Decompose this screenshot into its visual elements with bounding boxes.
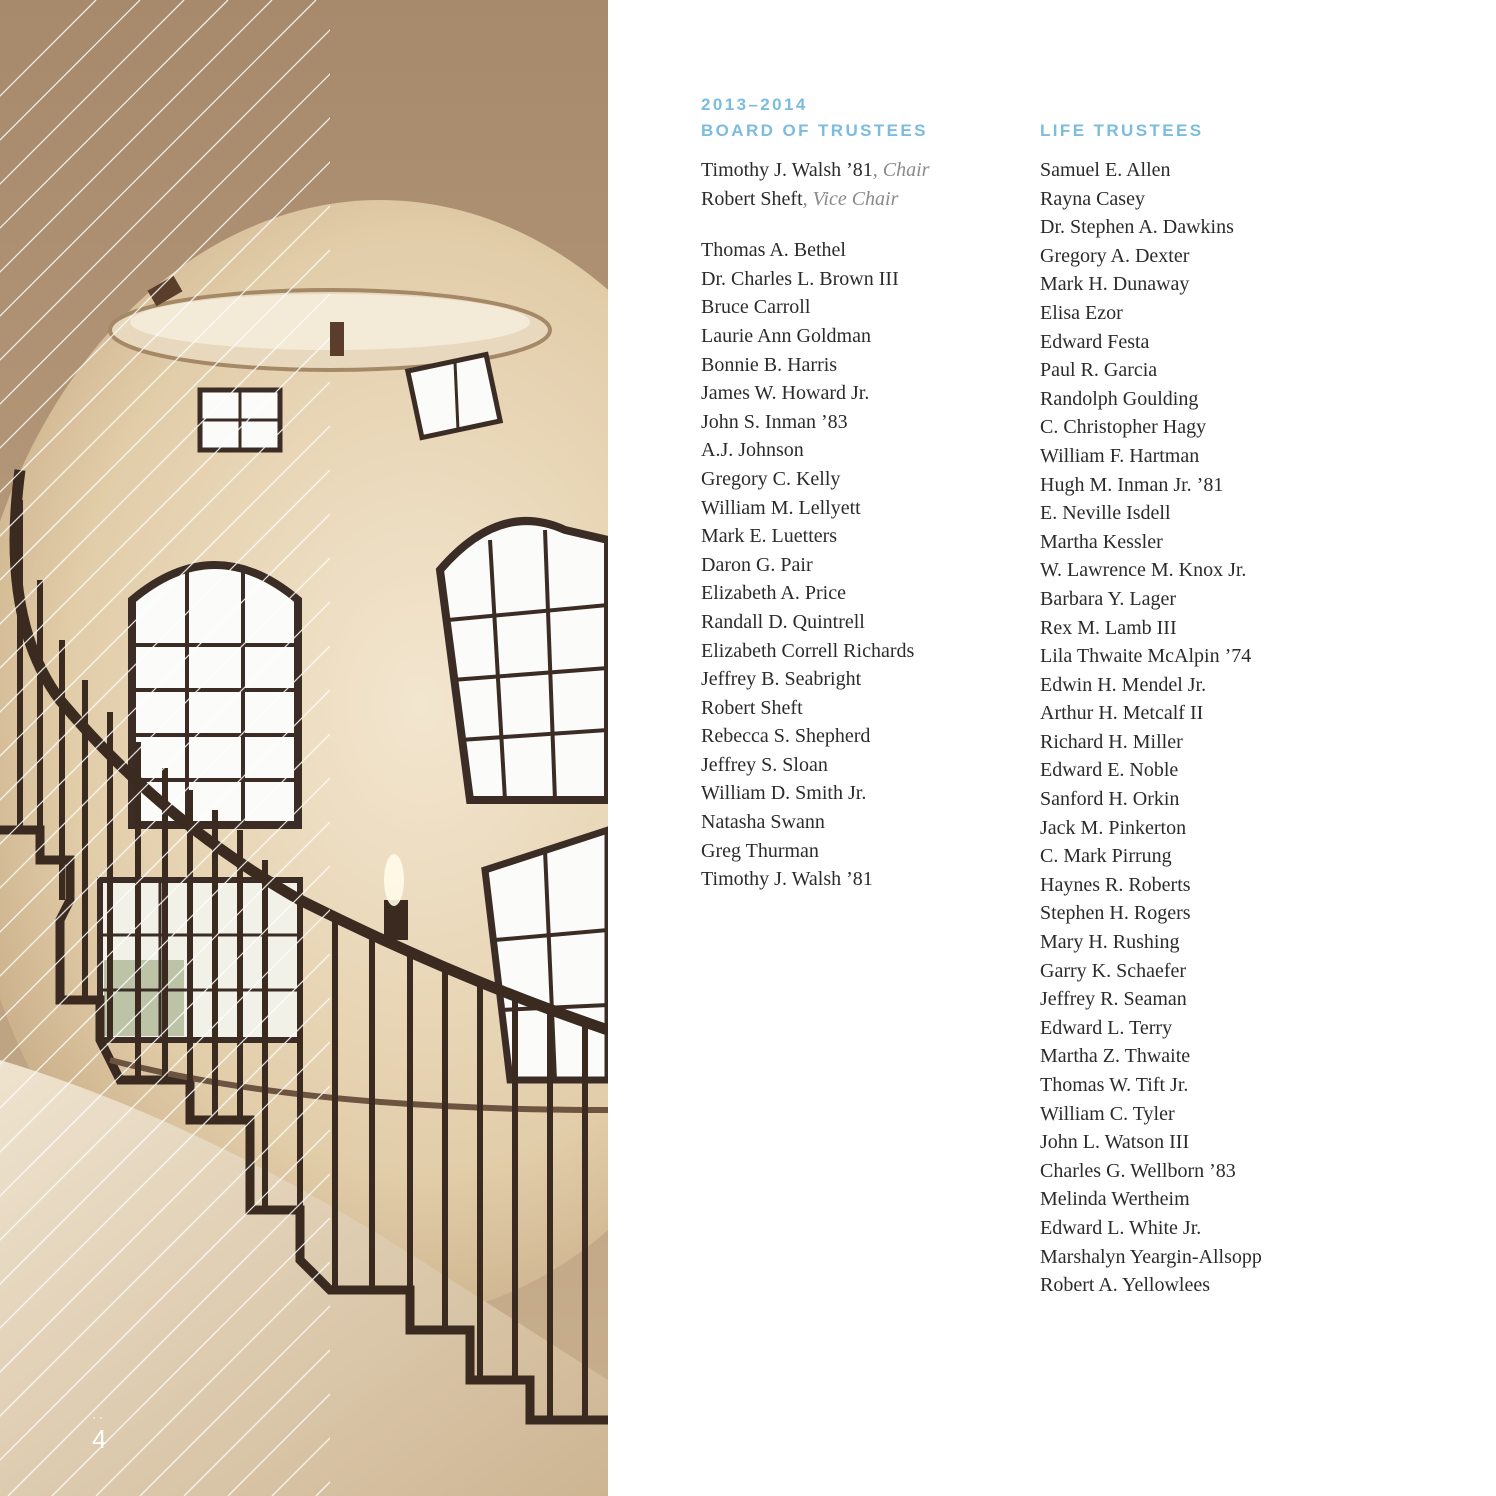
trustee-name: Dr. Charles L. Brown III	[701, 267, 899, 290]
trustee-name: Thomas A. Bethel	[701, 239, 846, 262]
officer-role: , Vice Chair	[802, 187, 899, 210]
trustee-name: Laurie Ann Goldman	[701, 324, 871, 347]
trustee-name: Dr. Stephen A. Dawkins	[1040, 216, 1234, 239]
board-of-trustees-column	[701, 92, 1001, 894]
trustee-name: John L. Watson III	[1040, 1131, 1190, 1154]
life-trustees-heading	[1040, 92, 1340, 144]
trustee-name: A.J. Johnson	[701, 439, 804, 462]
trustee-name: Hugh M. Inman Jr. ’81	[1040, 473, 1224, 496]
trustee-name: Jack M. Pinkerton	[1040, 816, 1187, 839]
page-dots-icon: ··	[92, 1410, 106, 1424]
board-heading-title: BOARD OF TRUSTEES	[701, 121, 928, 140]
trustee-name: Daron G. Pair	[701, 553, 813, 576]
trustee-name: Elisa Ezor	[1040, 301, 1123, 324]
officer-name: Robert Sheft	[701, 187, 803, 210]
trustee-name: Lila Thwaite McAlpin ’74	[1040, 645, 1252, 668]
trustee-name: C. Christopher Hagy	[1040, 416, 1207, 439]
trustee-name: Gregory A. Dexter	[1040, 244, 1190, 267]
trustee-name: Garry K. Schaefer	[1040, 959, 1187, 982]
page-number: 4	[92, 1424, 107, 1454]
life-heading-title: LIFE TRUSTEES	[1040, 121, 1204, 140]
trustee-name: Martha Z. Thwaite	[1040, 1045, 1191, 1068]
board-heading-years: 2013–2014	[701, 95, 808, 114]
trustee-name: W. Lawrence M. Knox Jr.	[1040, 559, 1247, 582]
trustee-name: Jeffrey R. Seaman	[1040, 988, 1187, 1011]
trustee-name: James W. Howard Jr.	[701, 382, 870, 405]
life-trustees-column	[1040, 92, 1340, 1300]
board-members-list	[701, 236, 1001, 894]
trustee-name: C. Mark Pirrung	[1040, 845, 1172, 868]
trustee-name: Elizabeth Correll Richards	[701, 639, 915, 662]
trustee-name: Mark H. Dunaway	[1040, 273, 1190, 296]
page-number-block	[92, 1412, 132, 1454]
trustee-name: Charles G. Wellborn ’83	[1040, 1159, 1236, 1182]
trustee-name: John S. Inman ’83	[701, 410, 848, 433]
trustee-name: William M. Lellyett	[701, 496, 861, 519]
trustee-name: William D. Smith Jr.	[701, 782, 867, 805]
staircase-photo	[0, 0, 608, 1496]
trustee-name: Samuel E. Allen	[1040, 159, 1171, 181]
trustee-name: Thomas W. Tift Jr.	[1040, 1074, 1189, 1096]
officer-name: Timothy J. Walsh ’81	[701, 159, 873, 181]
trustee-name: Mary H. Rushing	[1040, 931, 1180, 954]
trustee-name: Edward L. White Jr.	[1040, 1216, 1202, 1239]
life-heading-spacer	[1040, 92, 1340, 118]
officer-chair	[701, 156, 1001, 185]
trustee-name: Greg Thurman	[701, 839, 819, 862]
trustee-name: William C. Tyler	[1040, 1102, 1175, 1125]
trustee-name: Bruce Carroll	[701, 296, 811, 319]
trustee-name: Edward Festa	[1040, 330, 1150, 353]
trustee-name: Elizabeth A. Price	[701, 582, 846, 605]
life-trustees-list	[1040, 156, 1340, 1300]
trustee-name: Robert A. Yellowlees	[1040, 1274, 1210, 1297]
trustee-name: Rex M. Lamb III	[1040, 616, 1177, 639]
trustee-name: Gregory C. Kelly	[701, 467, 841, 490]
trustee-name: Paul R. Garcia	[1040, 359, 1158, 382]
board-heading	[701, 92, 1001, 144]
trustee-name: Bonnie B. Harris	[701, 353, 838, 376]
officer-role: , Chair	[872, 159, 930, 181]
trustee-name: Martha Kessler	[1040, 530, 1163, 553]
trustee-name: Jeffrey B. Seabright	[701, 668, 862, 691]
trustee-name: William F. Hartman	[1040, 444, 1200, 467]
trustee-name: Edward E. Noble	[1040, 759, 1179, 782]
trustee-name: Robert Sheft	[701, 696, 803, 719]
trustee-name: Edwin H. Mendel Jr.	[1040, 673, 1207, 696]
trustee-name: Mark E. Luetters	[701, 525, 838, 548]
trustee-name: Barbara Y. Lager	[1040, 587, 1177, 610]
trustee-name: Melinda Wertheim	[1040, 1188, 1190, 1211]
trustee-name: Haynes R. Roberts	[1040, 873, 1191, 896]
trustee-name: Randolph Goulding	[1040, 387, 1199, 410]
trustee-name: Rebecca S. Shepherd	[701, 725, 871, 748]
trustee-name: Natasha Swann	[701, 811, 825, 834]
trustee-name: Edward L. Terry	[1040, 1016, 1173, 1039]
trustee-name: Timothy J. Walsh ’81	[701, 868, 873, 891]
trustee-name: Arthur H. Metcalf II	[1040, 702, 1204, 725]
trustee-name: Jeffrey S. Sloan	[701, 753, 828, 776]
trustee-name: Stephen H. Rogers	[1040, 902, 1191, 925]
trustee-name: Rayna Casey	[1040, 187, 1145, 210]
trustee-name: E. Neville Isdell	[1040, 502, 1171, 525]
trustee-name: Marshalyn Yeargin-Allsopp	[1040, 1245, 1262, 1268]
trustee-name: Richard H. Miller	[1040, 730, 1183, 753]
trustee-name: Randall D. Quintrell	[701, 610, 865, 633]
trustee-name: Sanford H. Orkin	[1040, 788, 1180, 811]
spiral-staircase-photo-icon	[0, 0, 608, 1496]
board-officers-list	[701, 156, 1001, 213]
officer-vice-chair	[701, 185, 1001, 214]
